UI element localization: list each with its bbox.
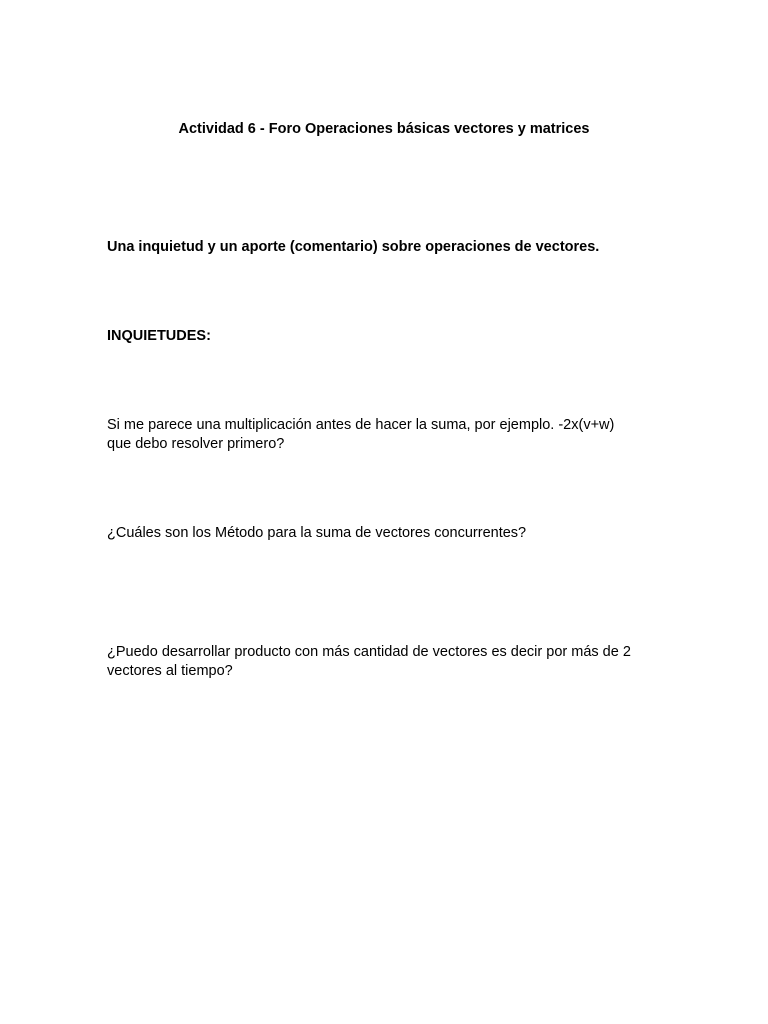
question-2-line-1: ¿Cuáles son los Método para la suma de vectores concurrentes?	[107, 525, 527, 541]
document-title: Actividad 6 - Foro Operaciones básicas vectores y matrices	[178, 121, 590, 137]
question-3-line-2: vectores al tiempo?	[107, 663, 233, 679]
question-1-line-1: Si me parece una multiplicación antes de hacer la suma, por ejemplo. -2x(v+w)	[107, 417, 615, 433]
document-subtitle: Una inquietud y un aporte (comentario) sobre operaciones de vectores.	[107, 239, 600, 255]
question-3-line-1: ¿Puedo desarrollar producto con más cantidad de vectores es decir por más de 2	[107, 644, 631, 660]
question-paragraph-2	[107, 524, 667, 543]
question-1-line-2: que debo resolver primero?	[107, 436, 285, 452]
question-paragraph-1	[107, 416, 667, 454]
section-heading: INQUIETUDES:	[107, 328, 211, 344]
question-paragraph-3	[107, 643, 667, 681]
